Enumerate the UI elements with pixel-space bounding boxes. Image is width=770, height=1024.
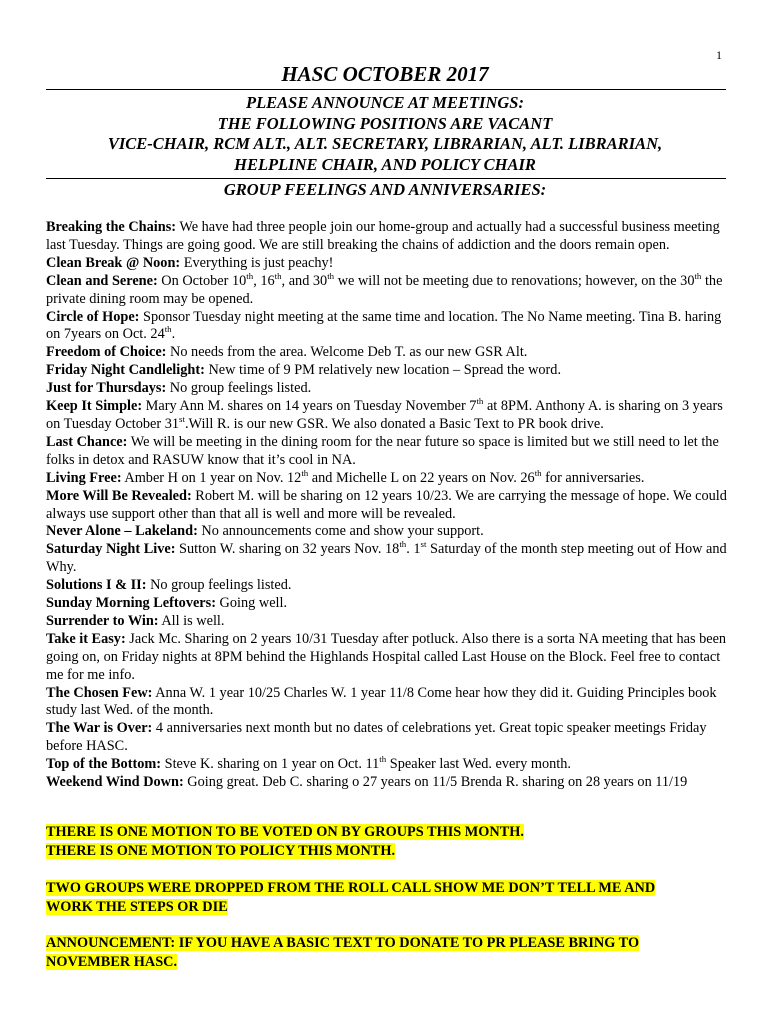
group-name: Friday Night Candlelight: [46,362,205,379]
group-text: , and 30 [281,272,328,289]
announcement-line: PLEASE ANNOUNCE AT MEETINGS: [246,93,524,112]
group-name: The Chosen Few: [46,684,153,701]
group-entry [46,344,728,362]
group-text: Steve K. sharing on 1 year on Oct. 11 [161,756,380,773]
group-name: Breaking the Chains: [46,219,177,235]
group-entry [46,523,728,541]
group-text: We will be meeting in the dining room for the near future so space is limited but we still need to let the folks in detox and RASUW know that it’s cool in NA. [46,433,719,468]
group-name: Take it Easy: [46,630,126,647]
group-name: The War is Over: [46,720,153,737]
group-entry [46,309,728,345]
group-text: . [171,326,176,343]
group-text: Speaker last Wed. every month. [386,756,571,773]
group-name: Never Alone – Lakeland: [46,523,198,540]
group-text: On October 10 [157,272,247,289]
group-text: 4 anniversaries next month but no dates of celebrations yet. Great topic speaker meetings Friday before HASC. [46,720,707,755]
ordinal-suffix: th [476,396,484,407]
group-entry [46,255,728,273]
group-text: No needs from the area. Welcome Deb T. as our new GSR Alt. [166,344,528,361]
group-text: No group feelings listed. [146,577,292,594]
group-name: Freedom of Choice: [46,344,167,361]
dropped-groups-notice: TWO GROUPS WERE DROPPED FROM THE ROLL CALL SHOW ME DON’T TELL ME AND [46,879,656,896]
group-entry [46,577,728,595]
group-text: we will not be meeting due to renovations; however, on the 30 [334,272,695,289]
announcement-line: THE FOLLOWING POSITIONS ARE VACANT [217,113,553,133]
group-text: Anna W. 1 year 10/25 Charles W. 1 year 11/8 Come hear how they did it. Guiding Principles book study last Wed. of the month. [46,684,717,719]
group-text: No announcements come and show your support. [197,523,484,540]
group-name: Keep It Simple: [46,398,143,415]
group-entry [46,595,728,613]
section-rule [46,178,726,179]
group-entry [46,720,728,756]
group-entry [46,380,728,398]
group-text: Going great. Deb C. sharing o 27 years on 11/5 Brenda R. sharing on 28 years on 11/19 [183,774,688,791]
group-text: , 16 [253,272,275,289]
group-text: .Will R. is our new GSR. We also donated a Basic Text to PR book drive. [184,415,604,432]
ordinal-suffix: th [274,270,282,281]
group-name: Weekend Wind Down: [46,774,184,791]
group-name: Clean and Serene: [46,272,158,289]
group-text: . 1 [406,541,421,558]
ordinal-suffix: th [164,324,172,335]
ordinal-suffix: th [399,539,407,550]
group-entry [46,398,728,434]
group-text: New time of 9 PM relatively new location – Spread the word. [204,362,562,379]
group-text: the private dining room may be opened. [46,272,723,307]
group-name: Surrender to Win: [46,612,159,629]
group-entry [46,774,728,792]
group-entry [46,270,728,309]
section-heading: GROUP FEELINGS AND ANNIVERSARIES: [223,180,547,199]
vacancy-announcement [40,93,730,175]
group-entry [46,467,728,488]
group-name: Last Chance: [46,433,128,450]
dropped-groups-notice: WORK THE STEPS OR DIE [46,898,228,915]
donation-announcement: ANNOUNCEMENT: IF YOU HAVE A BASIC TEXT TO DONATE TO PR PLEASE BRING TO [46,935,640,952]
title-rule [46,89,726,90]
group-text: No group feelings listed. [166,380,312,397]
ordinal-suffix: th [694,270,702,281]
ordinal-suffix: th [327,270,335,281]
group-text: Sponsor Tuesday night meeting at the same time and location. The No Name meeting. Tina B. haring on 7years on Oct. 24 [46,308,722,343]
group-text: and Michelle L on 22 years on Nov. 26 [308,469,535,486]
group-text: We have had three people join our home-group and actually had a successful business meeting last Tuesday. Things are going good. We are still breaking the chains of addiction and the doors remain open. [46,219,720,253]
group-feelings-list [46,219,728,792]
group-name: Saturday Night Live: [46,541,176,558]
group-text: Robert M. will be sharing on 12 years 10/23. We are carrying the message of hope. We could always use support other than that all is well and more will be revealed. [46,487,727,522]
group-name: More Will Be Revealed: [46,487,192,504]
group-entry [46,685,728,721]
page-title: HASC OCTOBER 2017 [281,62,489,86]
ordinal-suffix: st [179,414,185,425]
group-name: Living Free: [46,469,122,486]
donation-announcement: NOVEMBER HASC. [46,954,178,971]
group-name: Clean Break @ Noon: [46,254,181,271]
group-text: Everything is just peachy! [180,254,334,271]
notices [46,823,728,972]
group-entry [46,756,728,774]
group-text: Saturday of the month step meeting out of How and Why. [46,541,727,576]
announcement-line: HELPLINE CHAIR, AND POLICY CHAIR [234,154,536,174]
group-name: Top of the Bottom: [46,756,162,773]
motion-notice: THERE IS ONE MOTION TO POLICY THIS MONTH. [46,842,396,859]
group-entry [46,434,728,470]
group-entry [46,613,728,631]
group-entry [46,488,728,524]
group-name: Just for Thursdays: [46,380,167,397]
motion-notice: THERE IS ONE MOTION TO BE VOTED ON BY GROUPS THIS MONTH. [46,824,524,840]
group-text: at 8PM. Anthony A. is sharing on 3 years on Tuesday October 31 [46,398,723,432]
ordinal-suffix: th [301,467,309,478]
announcement-line: VICE-CHAIR, RCM ALT., ALT. SECRETARY, LIBRARIAN, ALT. LIBRARIAN, [107,134,663,153]
group-text: Mary Ann M. shares on 14 years on Tuesday November 7 [142,398,477,415]
group-text: Jack Mc. Sharing on 2 years 10/31 Tuesday after potluck. Also there is a sorta NA meeting that has been going on, on Friday nights at 8PM behind the Highlands Hospital called Last House on the Block. Feel free to contact me for me info. [46,630,727,683]
ordinal-suffix: th [379,754,387,765]
ordinal-suffix: st [420,539,427,550]
group-text: Going well. [215,595,288,612]
group-text: Sutton W. sharing on 32 years Nov. 18 [175,541,400,558]
group-entry [46,631,728,685]
group-name: Sunday Morning Leftovers: [46,595,216,612]
ordinal-suffix: th [534,467,542,478]
page-number: 1 [716,48,722,62]
group-entry [46,541,728,577]
group-text: for anniversaries. [541,469,645,486]
ordinal-suffix: th [246,270,254,281]
group-entry [46,362,728,380]
group-name: Circle of Hope: [46,308,140,325]
group-text: Amber H on 1 year on Nov. 12 [121,469,302,486]
group-text: All is well. [158,612,225,629]
group-entry [46,219,728,255]
group-name: Solutions I & II: [46,577,147,594]
